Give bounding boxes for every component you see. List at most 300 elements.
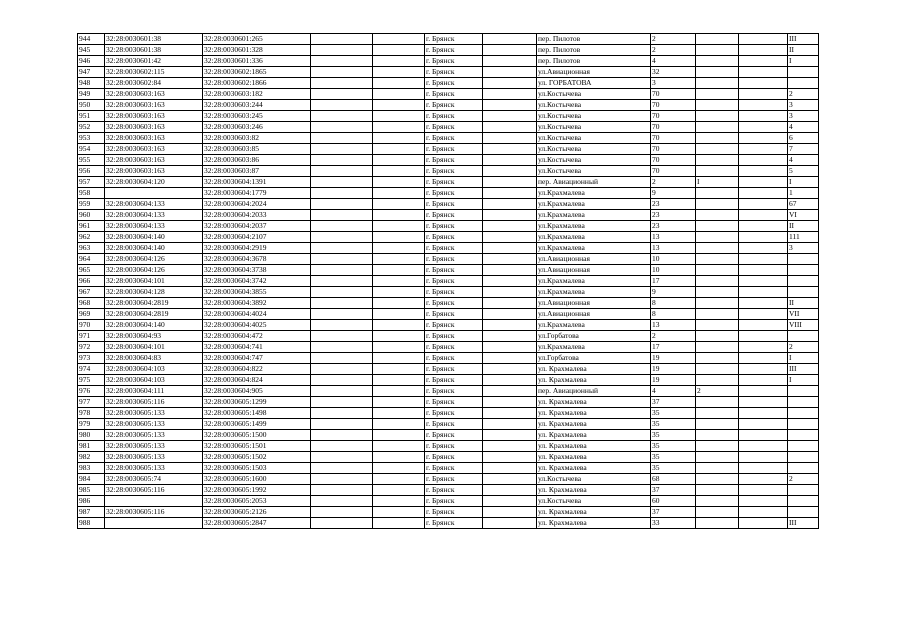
cell-blank-col-c bbox=[483, 122, 537, 133]
cell-street: пер. Пилотов bbox=[537, 34, 651, 45]
cell-blank-col-a bbox=[311, 254, 373, 265]
cell-parent-cadastral-number bbox=[105, 518, 203, 529]
cell-city: г. Брянск bbox=[425, 177, 483, 188]
cell-building bbox=[696, 496, 739, 507]
cell-blank-col-a bbox=[311, 276, 373, 287]
cell-parent-cadastral-number: 32:28:0030604:133 bbox=[105, 210, 203, 221]
cell-cadastral-number: 32:28:0030602:1865 bbox=[203, 67, 311, 78]
cell-blank-col-c bbox=[483, 177, 537, 188]
cell-blank-col-c bbox=[483, 144, 537, 155]
cell-blank-col-c bbox=[483, 375, 537, 386]
cell-house-number: 37 bbox=[651, 485, 696, 496]
cell-blank-col-a bbox=[311, 45, 373, 56]
cell-house-number: 70 bbox=[651, 111, 696, 122]
cell-row-number: 974 bbox=[78, 364, 105, 375]
cell-street: ул.Костычева bbox=[537, 155, 651, 166]
cell-apartment bbox=[788, 485, 819, 496]
cell-street: ул.Костычева bbox=[537, 89, 651, 100]
cell-blank-col-a bbox=[311, 133, 373, 144]
cell-parent-cadastral-number: 32:28:0030604:103 bbox=[105, 375, 203, 386]
cell-blank-col-d bbox=[739, 144, 788, 155]
cell-blank-col-d bbox=[739, 111, 788, 122]
cell-house-number: 10 bbox=[651, 254, 696, 265]
cell-parent-cadastral-number: 32:28:0030603:163 bbox=[105, 122, 203, 133]
cell-street: пер. Пилотов bbox=[537, 45, 651, 56]
cell-house-number: 2 bbox=[651, 34, 696, 45]
cell-apartment bbox=[788, 430, 819, 441]
cell-house-number: 35 bbox=[651, 441, 696, 452]
cell-row-number: 973 bbox=[78, 353, 105, 364]
cell-blank-col-d bbox=[739, 177, 788, 188]
cell-blank-col-c bbox=[483, 45, 537, 56]
cell-house-number: 37 bbox=[651, 507, 696, 518]
cell-blank-col-b bbox=[373, 34, 425, 45]
cell-blank-col-c bbox=[483, 78, 537, 89]
cell-cadastral-number: 32:28:0030605:1499 bbox=[203, 419, 311, 430]
cell-blank-col-c bbox=[483, 419, 537, 430]
cell-row-number: 963 bbox=[78, 243, 105, 254]
cell-street: ул. Крахмалева bbox=[537, 419, 651, 430]
table-row bbox=[78, 78, 819, 89]
cell-street: ул.Крахмалева bbox=[537, 276, 651, 287]
cell-row-number: 983 bbox=[78, 463, 105, 474]
cell-house-number: 70 bbox=[651, 100, 696, 111]
cell-blank-col-d bbox=[739, 210, 788, 221]
cell-blank-col-a bbox=[311, 331, 373, 342]
cell-blank-col-c bbox=[483, 496, 537, 507]
cell-row-number: 954 bbox=[78, 144, 105, 155]
cell-apartment bbox=[788, 408, 819, 419]
cell-city: г. Брянск bbox=[425, 276, 483, 287]
cell-blank-col-c bbox=[483, 243, 537, 254]
cell-blank-col-a bbox=[311, 419, 373, 430]
cell-row-number: 981 bbox=[78, 441, 105, 452]
cell-blank-col-c bbox=[483, 265, 537, 276]
cell-apartment bbox=[788, 276, 819, 287]
cell-blank-col-b bbox=[373, 496, 425, 507]
cell-blank-col-c bbox=[483, 56, 537, 67]
cell-apartment: 3 bbox=[788, 243, 819, 254]
cell-blank-col-c bbox=[483, 199, 537, 210]
cell-street: ул.Крахмалева bbox=[537, 199, 651, 210]
cell-blank-col-b bbox=[373, 287, 425, 298]
cell-street: ул.Костычева bbox=[537, 496, 651, 507]
cell-row-number: 945 bbox=[78, 45, 105, 56]
cell-apartment: 2 bbox=[788, 342, 819, 353]
cell-blank-col-a bbox=[311, 243, 373, 254]
table-row bbox=[78, 331, 819, 342]
cell-cadastral-number: 32:28:0030605:1502 bbox=[203, 452, 311, 463]
cell-building bbox=[696, 210, 739, 221]
cell-row-number: 950 bbox=[78, 100, 105, 111]
table-row bbox=[78, 89, 819, 100]
table-row bbox=[78, 155, 819, 166]
cell-blank-col-b bbox=[373, 507, 425, 518]
cell-row-number: 964 bbox=[78, 254, 105, 265]
cell-street: ул.Крахмалева bbox=[537, 243, 651, 254]
cell-blank-col-b bbox=[373, 177, 425, 188]
cell-city: г. Брянск bbox=[425, 463, 483, 474]
cell-blank-col-c bbox=[483, 298, 537, 309]
cell-street: ул. Крахмалева bbox=[537, 441, 651, 452]
cell-building bbox=[696, 34, 739, 45]
cell-city: г. Брянск bbox=[425, 309, 483, 320]
cell-parent-cadastral-number: 32:28:0030603:163 bbox=[105, 111, 203, 122]
cell-blank-col-d bbox=[739, 67, 788, 78]
cell-city: г. Брянск bbox=[425, 133, 483, 144]
cell-house-number: 33 bbox=[651, 518, 696, 529]
cell-building bbox=[696, 188, 739, 199]
cell-cadastral-number: 32:28:0030605:1600 bbox=[203, 474, 311, 485]
cell-cadastral-number: 32:28:0030603:245 bbox=[203, 111, 311, 122]
cell-blank-col-b bbox=[373, 243, 425, 254]
cell-city: г. Брянск bbox=[425, 111, 483, 122]
cell-blank-col-d bbox=[739, 265, 788, 276]
cell-blank-col-d bbox=[739, 188, 788, 199]
table-row bbox=[78, 309, 819, 320]
cell-building bbox=[696, 78, 739, 89]
cell-blank-col-a bbox=[311, 210, 373, 221]
cell-building bbox=[696, 265, 739, 276]
cell-apartment: I bbox=[788, 353, 819, 364]
cell-city: г. Брянск bbox=[425, 254, 483, 265]
cell-blank-col-d bbox=[739, 243, 788, 254]
cell-row-number: 960 bbox=[78, 210, 105, 221]
cell-row-number: 947 bbox=[78, 67, 105, 78]
cell-house-number: 19 bbox=[651, 375, 696, 386]
cell-cadastral-number: 32:28:0030604:747 bbox=[203, 353, 311, 364]
cell-building bbox=[696, 320, 739, 331]
cell-blank-col-b bbox=[373, 298, 425, 309]
cell-building: 2 bbox=[696, 386, 739, 397]
cell-blank-col-c bbox=[483, 441, 537, 452]
cell-parent-cadastral-number bbox=[105, 496, 203, 507]
cell-row-number: 958 bbox=[78, 188, 105, 199]
table-row bbox=[78, 375, 819, 386]
cell-blank-col-c bbox=[483, 166, 537, 177]
cell-blank-col-c bbox=[483, 309, 537, 320]
table-row bbox=[78, 441, 819, 452]
cell-street: ул.Крахмалева bbox=[537, 210, 651, 221]
cell-house-number: 17 bbox=[651, 342, 696, 353]
cell-building bbox=[696, 474, 739, 485]
cell-city: г. Брянск bbox=[425, 78, 483, 89]
cell-parent-cadastral-number: 32:28:0030604:101 bbox=[105, 276, 203, 287]
table-row bbox=[78, 111, 819, 122]
cell-parent-cadastral-number: 32:28:0030604:140 bbox=[105, 232, 203, 243]
cell-row-number: 987 bbox=[78, 507, 105, 518]
cell-building bbox=[696, 287, 739, 298]
cell-blank-col-d bbox=[739, 474, 788, 485]
cell-blank-col-a bbox=[311, 408, 373, 419]
cell-row-number: 951 bbox=[78, 111, 105, 122]
cell-city: г. Брянск bbox=[425, 452, 483, 463]
cell-cadastral-number: 32:28:0030605:1992 bbox=[203, 485, 311, 496]
cell-house-number: 2 bbox=[651, 45, 696, 56]
cell-blank-col-b bbox=[373, 144, 425, 155]
cell-city: г. Брянск bbox=[425, 441, 483, 452]
cell-apartment: 111 bbox=[788, 232, 819, 243]
cell-blank-col-d bbox=[739, 430, 788, 441]
cell-row-number: 953 bbox=[78, 133, 105, 144]
cell-cadastral-number: 32:28:0030605:1503 bbox=[203, 463, 311, 474]
cell-street: ул.Костычева bbox=[537, 144, 651, 155]
table-row bbox=[78, 122, 819, 133]
cell-city: г. Брянск bbox=[425, 45, 483, 56]
table-row bbox=[78, 397, 819, 408]
cell-building bbox=[696, 342, 739, 353]
cell-blank-col-c bbox=[483, 507, 537, 518]
cell-street: ул.Костычева bbox=[537, 166, 651, 177]
cell-blank-col-d bbox=[739, 452, 788, 463]
cell-building bbox=[696, 100, 739, 111]
cell-parent-cadastral-number: 32:28:0030604:2819 bbox=[105, 298, 203, 309]
cell-apartment bbox=[788, 67, 819, 78]
cell-blank-col-b bbox=[373, 331, 425, 342]
cell-row-number: 966 bbox=[78, 276, 105, 287]
cell-parent-cadastral-number: 32:28:0030603:163 bbox=[105, 155, 203, 166]
cell-city: г. Брянск bbox=[425, 144, 483, 155]
register-table bbox=[77, 33, 819, 529]
cell-house-number: 35 bbox=[651, 452, 696, 463]
cell-parent-cadastral-number: 32:28:0030605:74 bbox=[105, 474, 203, 485]
cell-parent-cadastral-number: 32:28:0030604:126 bbox=[105, 265, 203, 276]
cell-house-number: 19 bbox=[651, 364, 696, 375]
cell-house-number: 17 bbox=[651, 276, 696, 287]
cell-blank-col-d bbox=[739, 375, 788, 386]
cell-parent-cadastral-number: 32:28:0030603:163 bbox=[105, 144, 203, 155]
cell-house-number: 35 bbox=[651, 419, 696, 430]
cell-blank-col-d bbox=[739, 232, 788, 243]
cell-blank-col-c bbox=[483, 331, 537, 342]
cell-blank-col-c bbox=[483, 452, 537, 463]
cell-row-number: 976 bbox=[78, 386, 105, 397]
table-row bbox=[78, 474, 819, 485]
cell-blank-col-c bbox=[483, 89, 537, 100]
table-row bbox=[78, 342, 819, 353]
cell-street: ул.Крахмалева bbox=[537, 287, 651, 298]
cell-parent-cadastral-number: 32:28:0030604:103 bbox=[105, 364, 203, 375]
cell-house-number: 68 bbox=[651, 474, 696, 485]
cell-cadastral-number: 32:28:0030604:2024 bbox=[203, 199, 311, 210]
cell-building bbox=[696, 485, 739, 496]
cell-blank-col-b bbox=[373, 342, 425, 353]
cell-row-number: 968 bbox=[78, 298, 105, 309]
cell-cadastral-number: 32:28:0030604:3855 bbox=[203, 287, 311, 298]
cell-blank-col-d bbox=[739, 133, 788, 144]
cell-building bbox=[696, 430, 739, 441]
cell-apartment bbox=[788, 397, 819, 408]
cell-house-number: 70 bbox=[651, 166, 696, 177]
table-row bbox=[78, 430, 819, 441]
cell-blank-col-c bbox=[483, 485, 537, 496]
cell-house-number: 3 bbox=[651, 78, 696, 89]
cell-building bbox=[696, 67, 739, 78]
cell-parent-cadastral-number: 32:28:0030604:120 bbox=[105, 177, 203, 188]
cell-apartment: 7 bbox=[788, 144, 819, 155]
cell-apartment bbox=[788, 452, 819, 463]
cell-row-number: 971 bbox=[78, 331, 105, 342]
cell-building bbox=[696, 298, 739, 309]
cell-cadastral-number: 32:28:0030604:741 bbox=[203, 342, 311, 353]
cell-blank-col-c bbox=[483, 397, 537, 408]
cell-city: г. Брянск bbox=[425, 518, 483, 529]
cell-blank-col-b bbox=[373, 309, 425, 320]
table-row bbox=[78, 144, 819, 155]
cell-city: г. Брянск bbox=[425, 386, 483, 397]
cell-apartment: I bbox=[788, 375, 819, 386]
cell-blank-col-c bbox=[483, 155, 537, 166]
cell-blank-col-c bbox=[483, 254, 537, 265]
cell-city: г. Брянск bbox=[425, 166, 483, 177]
table-row bbox=[78, 243, 819, 254]
cell-street: ул. Крахмалева bbox=[537, 364, 651, 375]
cell-blank-col-b bbox=[373, 452, 425, 463]
cell-blank-col-d bbox=[739, 199, 788, 210]
cell-row-number: 949 bbox=[78, 89, 105, 100]
cell-blank-col-c bbox=[483, 276, 537, 287]
cell-blank-col-b bbox=[373, 166, 425, 177]
cell-parent-cadastral-number: 32:28:0030604:128 bbox=[105, 287, 203, 298]
cell-blank-col-b bbox=[373, 199, 425, 210]
table-row bbox=[78, 100, 819, 111]
cell-building bbox=[696, 199, 739, 210]
cell-blank-col-c bbox=[483, 364, 537, 375]
cell-row-number: 972 bbox=[78, 342, 105, 353]
cell-cadastral-number: 32:28:0030605:1500 bbox=[203, 430, 311, 441]
cell-blank-col-c bbox=[483, 463, 537, 474]
cell-blank-col-d bbox=[739, 419, 788, 430]
cell-cadastral-number: 32:28:0030605:1498 bbox=[203, 408, 311, 419]
cell-blank-col-d bbox=[739, 276, 788, 287]
cell-city: г. Брянск bbox=[425, 485, 483, 496]
cell-blank-col-b bbox=[373, 419, 425, 430]
cell-street: пер. Авиационный bbox=[537, 386, 651, 397]
table-row bbox=[78, 67, 819, 78]
cell-apartment: 6 bbox=[788, 133, 819, 144]
cell-house-number: 9 bbox=[651, 287, 696, 298]
cell-street: ул. Крахмалева bbox=[537, 430, 651, 441]
cell-row-number: 969 bbox=[78, 309, 105, 320]
cell-building bbox=[696, 309, 739, 320]
cell-street: ул.Авиационная bbox=[537, 254, 651, 265]
cell-blank-col-b bbox=[373, 155, 425, 166]
cell-house-number: 4 bbox=[651, 56, 696, 67]
table-row bbox=[78, 265, 819, 276]
cell-street: ул.Крахмалева bbox=[537, 342, 651, 353]
cell-house-number: 23 bbox=[651, 199, 696, 210]
cell-building bbox=[696, 155, 739, 166]
cell-blank-col-b bbox=[373, 67, 425, 78]
cell-city: г. Брянск bbox=[425, 364, 483, 375]
cell-row-number: 978 bbox=[78, 408, 105, 419]
cell-blank-col-c bbox=[483, 34, 537, 45]
cell-building bbox=[696, 353, 739, 364]
cell-blank-col-a bbox=[311, 441, 373, 452]
cell-apartment: 3 bbox=[788, 111, 819, 122]
cell-blank-col-c bbox=[483, 100, 537, 111]
cell-row-number: 955 bbox=[78, 155, 105, 166]
cell-blank-col-d bbox=[739, 342, 788, 353]
cell-building bbox=[696, 331, 739, 342]
cell-street: ул. Крахмалева bbox=[537, 463, 651, 474]
cell-city: г. Брянск bbox=[425, 397, 483, 408]
cell-city: г. Брянск bbox=[425, 408, 483, 419]
cell-house-number: 13 bbox=[651, 243, 696, 254]
cell-city: г. Брянск bbox=[425, 298, 483, 309]
cell-blank-col-b bbox=[373, 89, 425, 100]
cell-cadastral-number: 32:28:0030604:3742 bbox=[203, 276, 311, 287]
cell-cadastral-number: 32:28:0030602:1866 bbox=[203, 78, 311, 89]
cell-blank-col-b bbox=[373, 122, 425, 133]
table-row bbox=[78, 452, 819, 463]
cell-blank-col-a bbox=[311, 320, 373, 331]
cell-blank-col-a bbox=[311, 144, 373, 155]
cell-city: г. Брянск bbox=[425, 188, 483, 199]
cell-apartment: 1 bbox=[788, 188, 819, 199]
cell-cadastral-number: 32:28:0030603:244 bbox=[203, 100, 311, 111]
cell-blank-col-a bbox=[311, 430, 373, 441]
cell-cadastral-number: 32:28:0030604:2037 bbox=[203, 221, 311, 232]
cell-blank-col-d bbox=[739, 320, 788, 331]
cell-parent-cadastral-number: 32:28:0030602:115 bbox=[105, 67, 203, 78]
cell-street: ул. Крахмалева bbox=[537, 408, 651, 419]
cell-cadastral-number: 32:28:0030604:4025 bbox=[203, 320, 311, 331]
cell-cadastral-number: 32:28:0030605:2126 bbox=[203, 507, 311, 518]
cell-street: ул. Крахмалева bbox=[537, 397, 651, 408]
cell-blank-col-a bbox=[311, 386, 373, 397]
table-row bbox=[78, 177, 819, 188]
cell-row-number: 962 bbox=[78, 232, 105, 243]
cell-building bbox=[696, 364, 739, 375]
cell-blank-col-a bbox=[311, 364, 373, 375]
cell-cadastral-number: 32:28:0030605:1299 bbox=[203, 397, 311, 408]
cell-parent-cadastral-number: 32:28:0030602:84 bbox=[105, 78, 203, 89]
cell-blank-col-c bbox=[483, 287, 537, 298]
cell-blank-col-b bbox=[373, 397, 425, 408]
cell-building bbox=[696, 507, 739, 518]
cell-blank-col-a bbox=[311, 507, 373, 518]
cell-apartment: VIII bbox=[788, 320, 819, 331]
cell-blank-col-a bbox=[311, 397, 373, 408]
cell-city: г. Брянск bbox=[425, 320, 483, 331]
cell-blank-col-b bbox=[373, 56, 425, 67]
cell-cadastral-number: 32:28:0030603:246 bbox=[203, 122, 311, 133]
cell-row-number: 982 bbox=[78, 452, 105, 463]
cell-blank-col-a bbox=[311, 452, 373, 463]
cell-blank-col-c bbox=[483, 67, 537, 78]
table-row bbox=[78, 419, 819, 430]
cell-blank-col-b bbox=[373, 78, 425, 89]
cell-house-number: 13 bbox=[651, 320, 696, 331]
cell-row-number: 952 bbox=[78, 122, 105, 133]
cell-blank-col-d bbox=[739, 331, 788, 342]
cell-blank-col-b bbox=[373, 441, 425, 452]
cell-cadastral-number: 32:28:0030603:82 bbox=[203, 133, 311, 144]
cell-row-number: 959 bbox=[78, 199, 105, 210]
cell-blank-col-d bbox=[739, 298, 788, 309]
table-body bbox=[78, 34, 819, 529]
cell-row-number: 986 bbox=[78, 496, 105, 507]
cell-row-number: 975 bbox=[78, 375, 105, 386]
cell-street: ул.Костычева bbox=[537, 111, 651, 122]
cell-building bbox=[696, 111, 739, 122]
cell-cadastral-number: 32:28:0030604:824 bbox=[203, 375, 311, 386]
cell-blank-col-c bbox=[483, 320, 537, 331]
cell-parent-cadastral-number bbox=[105, 188, 203, 199]
cell-house-number: 23 bbox=[651, 221, 696, 232]
cell-house-number: 70 bbox=[651, 89, 696, 100]
